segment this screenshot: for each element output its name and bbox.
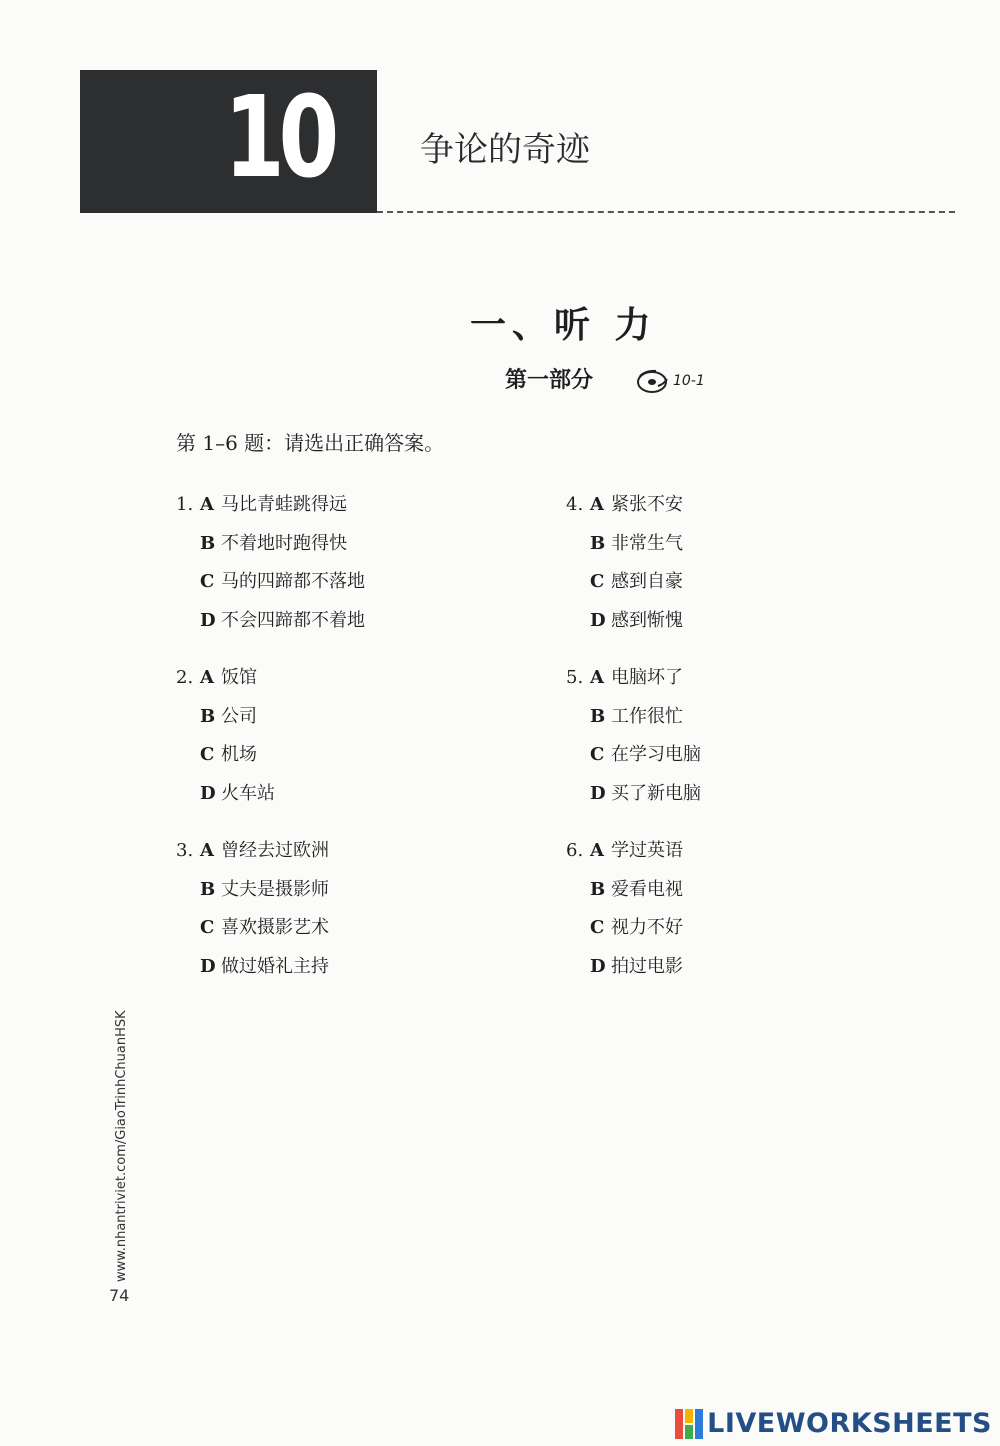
option-text: 曾经去过欧洲 [221,840,329,861]
option-text: 紧张不安 [611,494,683,515]
question-6-option-a[interactable] [566,832,886,871]
option-text: 学过英语 [611,840,683,861]
section-title: 一、听 力 [470,305,657,346]
question-number: 5. [566,667,584,688]
option-text: 马的四蹄都不落地 [221,571,365,593]
option-letter: A [200,840,214,861]
chapter-title: 争论的奇迹 [420,130,590,170]
question-4-option-c[interactable] [566,563,886,602]
option-text: 买了新电脑 [611,783,701,805]
option-letter: C [590,571,605,593]
option-letter: B [590,705,606,727]
option-letter: D [590,610,606,632]
question-3-option-a[interactable] [176,832,496,871]
question-6 [566,832,886,987]
question-5-option-b[interactable] [566,698,886,737]
question-number: 1. [176,494,194,515]
option-letter: D [200,956,216,978]
question-3 [176,832,496,987]
question-1-option-a[interactable] [176,486,496,525]
option-text: 感到自豪 [611,571,683,593]
option-text: 在学习电脑 [611,744,701,766]
question-number: 6. [566,840,584,861]
question-3-option-b[interactable] [176,871,496,910]
question-1-option-b[interactable] [176,525,496,564]
part-label: 第一部分 [505,368,594,393]
side-watermark: www.nhantriviet.com/GiaoTrinhChuanHSK [114,1010,129,1282]
question-4-option-d[interactable] [566,602,886,641]
option-text: 做过婚礼主持 [221,956,329,978]
chapter-number: 10 [224,73,334,203]
question-number: 2. [176,667,194,688]
instruction-text: 第 1–6 题：请选出正确答案。 [176,431,445,455]
option-letter: C [590,744,605,766]
option-letter: D [200,783,216,805]
liveworksheets-brand[interactable] [675,1408,992,1440]
option-letter: B [590,532,606,554]
question-2-option-c[interactable] [176,736,496,775]
audio-track-code: 10-1 [673,373,705,389]
question-number: 4. [566,494,584,515]
option-letter: B [200,878,216,900]
option-letter: C [200,744,215,766]
question-5-option-c[interactable] [566,736,886,775]
option-text: 非常生气 [611,532,683,554]
option-text: 电脑坏了 [611,667,683,688]
option-letter: C [200,571,215,593]
option-letter: A [200,494,214,515]
option-text: 机场 [221,744,257,766]
question-number: 3. [176,840,194,861]
question-4 [566,486,886,641]
question-5 [566,659,886,814]
option-letter: A [590,840,604,861]
question-6-option-c[interactable] [566,909,886,948]
question-2-option-d[interactable] [176,775,496,814]
chapter-divider [377,211,955,213]
question-1 [176,486,496,641]
option-text: 感到惭愧 [611,610,683,632]
option-text: 马比青蛙跳得远 [221,494,347,515]
audio-cd-icon [636,368,670,394]
option-letter: A [590,667,604,688]
option-text: 不着地时跑得快 [221,532,347,554]
option-text: 丈夫是摄影师 [221,878,329,900]
option-text: 拍过电影 [611,956,683,978]
question-4-option-a[interactable] [566,486,886,525]
question-2-option-a[interactable] [176,659,496,698]
option-letter: A [200,667,214,688]
option-text: 不会四蹄都不着地 [221,610,365,632]
question-5-option-d[interactable] [566,775,886,814]
option-text: 工作很忙 [611,705,683,727]
page-number: 74 [109,1286,130,1305]
option-letter: B [200,532,216,554]
option-letter: D [200,610,216,632]
option-letter: A [590,494,604,515]
option-text: 火车站 [221,783,275,805]
question-6-option-d[interactable] [566,948,886,987]
option-letter: D [590,956,606,978]
option-letter: D [590,783,606,805]
option-text: 视力不好 [611,917,683,939]
question-2 [176,659,496,814]
question-1-option-c[interactable] [176,563,496,602]
question-3-option-d[interactable] [176,948,496,987]
brand-text: LIVEWORKSHEETS [707,1408,992,1439]
option-letter: B [590,878,606,900]
question-3-option-c[interactable] [176,909,496,948]
option-letter: C [590,917,605,939]
option-text: 爱看电视 [611,878,683,900]
option-letter: B [200,705,216,727]
question-6-option-b[interactable] [566,871,886,910]
question-5-option-a[interactable] [566,659,886,698]
liveworksheets-logo-icon [675,1409,703,1439]
option-text: 喜欢摄影艺术 [221,917,329,939]
question-1-option-d[interactable] [176,602,496,641]
option-text: 公司 [221,705,257,727]
question-2-option-b[interactable] [176,698,496,737]
option-text: 饭馆 [221,667,257,688]
option-letter: C [200,917,215,939]
question-4-option-b[interactable] [566,525,886,564]
